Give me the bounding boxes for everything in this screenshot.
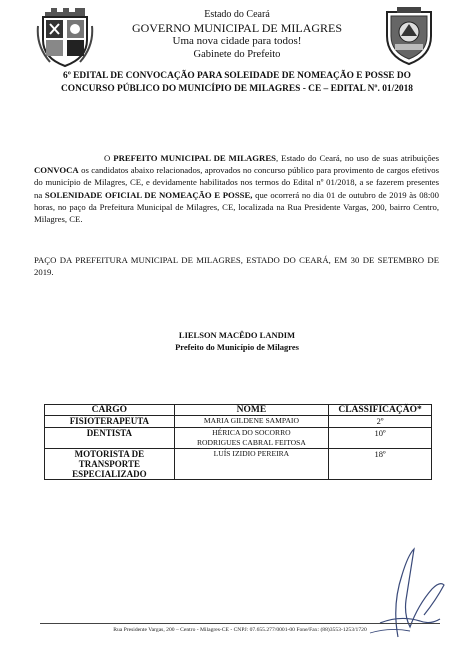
table-row	[45, 449, 432, 480]
municipal-coat-of-arms-icon	[36, 6, 94, 68]
cell-nome: MARIA GILDENE SAMPAIO	[174, 416, 328, 428]
p1-convoca: CONVOCA	[34, 165, 79, 176]
col-header-classificacao: CLASSIFICAÇÃO*	[329, 405, 432, 416]
header-office: Gabinete do Prefeito	[193, 49, 281, 60]
footer-divider	[40, 623, 440, 624]
col-header-cargo: CARGO	[45, 405, 175, 416]
table-row	[45, 416, 432, 428]
edital-title-line-2: CONCURSO PÚBLICO DO MUNICÍPIO DE MILAGRES - CE – EDITAL Nº. 01/2018	[61, 84, 413, 94]
table-header-row	[45, 405, 432, 416]
signature-block	[120, 330, 354, 353]
cell-cargo: DENTISTA	[45, 428, 175, 449]
col-header-nome: NOME	[174, 405, 328, 416]
p1-g: que ocorrerá no dia 01 de outubro de 2019 às 08:00 horas, no paço da Prefeitura Municipal de Milagres, CE, localizada na Rua Presidente Vargas, 200, bairro Centro, Milagres, CE.	[34, 189, 439, 225]
p1-a: O	[104, 153, 114, 163]
cell-cargo: FISIOTERAPEUTA	[45, 416, 175, 428]
handwritten-signature	[340, 545, 450, 640]
cell-cargo: MOTORISTA DE TRANSPORTE ESPECIALIZADO	[45, 449, 175, 480]
footer-address: Rua Presidente Vargas, 200 – Centro - Milagres-CE - CNPJ: 07.655.277/0001-00 Fone/Fax: (88)3553-1253/1720	[113, 627, 367, 633]
cell-nome: LUÍS IZIDIO PEREIRA	[174, 449, 328, 480]
ceara-state-coat-of-arms-icon	[383, 6, 435, 66]
cell-classificacao: 18º	[329, 449, 432, 480]
edital-title	[34, 70, 440, 96]
header-state: Estado do Ceará	[204, 9, 270, 20]
mayor-name: LIELSON MACÊDO LANDIM	[178, 330, 296, 340]
table-row	[45, 428, 432, 449]
mayor-role: Prefeito do Município de Milagres	[175, 341, 299, 352]
cell-classificacao: 2º	[329, 416, 432, 428]
p1-c: , Estado do Ceará, no uso de suas atribuições	[275, 153, 439, 163]
edital-title-line-1: 6º EDITAL DE CONVOCAÇÃO PARA SOLEIDADE DE NOMEAÇÃO E POSSE DO	[63, 71, 411, 81]
candidates-table	[44, 404, 432, 480]
date-paragraph: PAÇO DA PREFEITURA MUNICIPAL DE MILAGRES, ESTADO DO CEARÁ, EM 30 DE SETEMBRO DE 2019.	[34, 255, 439, 278]
header-slogan: Uma nova cidade para todos!	[172, 35, 302, 47]
cell-classificacao: 10º	[329, 428, 432, 449]
cell-nome: HÉRICA DO SOCORRO RODRIGUES CABRAL FEITOSA	[174, 428, 328, 449]
p1-mayor: PREFEITO MUNICIPAL DE MILAGRES	[113, 153, 276, 163]
p1-e: os candidatos abaixo relacionados, aprovados no concurso público para provimento de cargos efetivos do município de Milagres, CE, e devidamente habilitados nos termos do Edital nº 01/2018, a se fazerem presentes na	[34, 165, 439, 200]
convocation-paragraph	[34, 152, 439, 225]
header-government: GOVERNO MUNICIPAL DE MILAGRES	[131, 21, 343, 35]
p1-solenidade: SOLENIDADE OFICIAL DE NOMEAÇÃO E POSSE,	[44, 189, 253, 200]
